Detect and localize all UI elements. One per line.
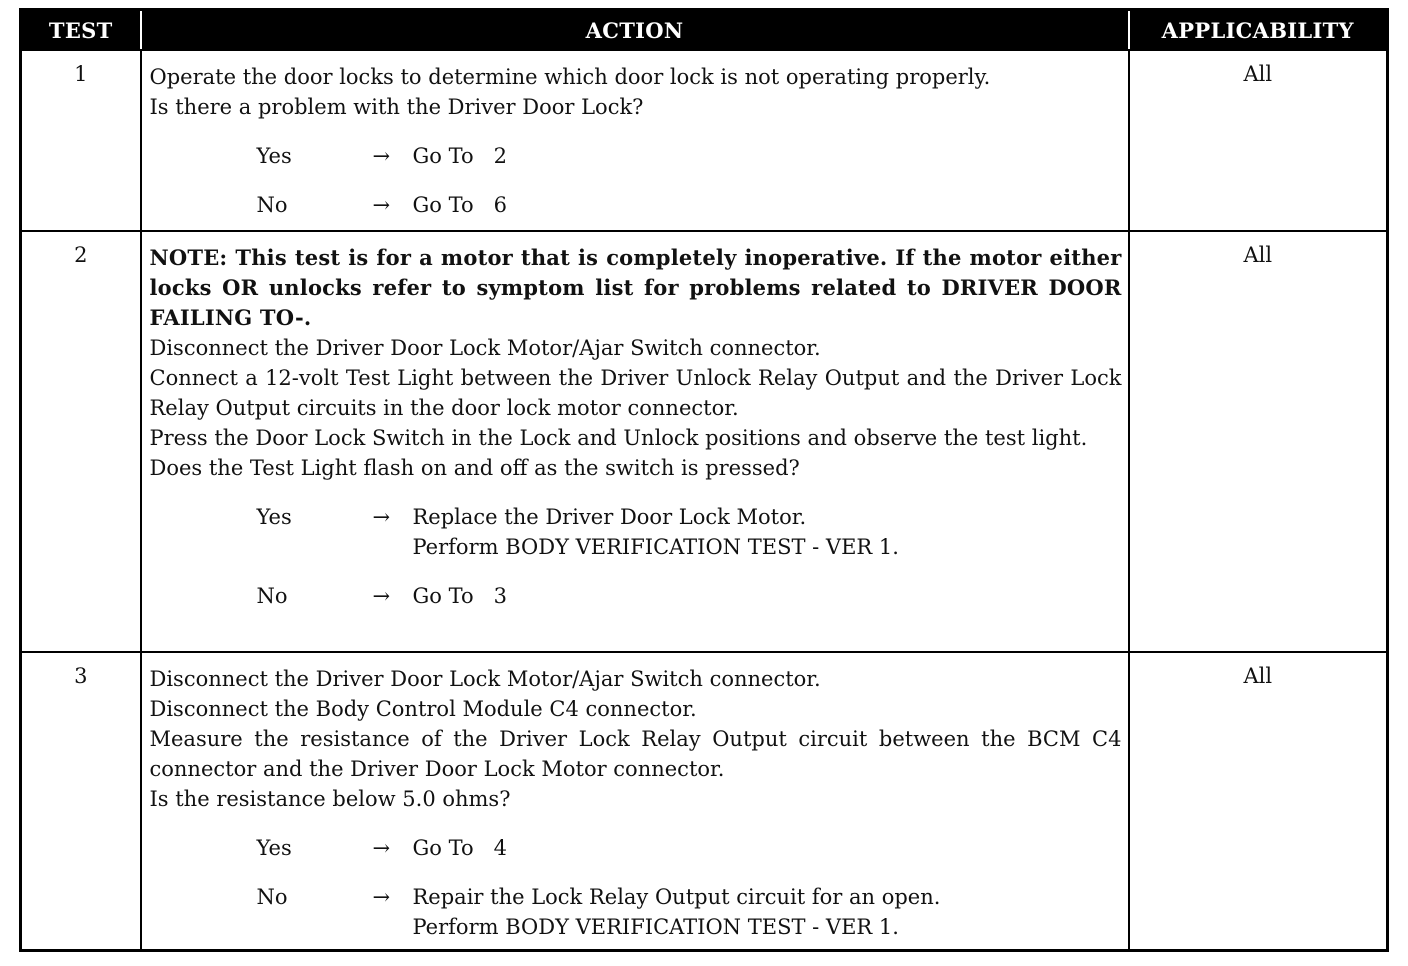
yes-response <box>257 141 1122 171</box>
yes-result: Replace the Driver Door Lock Motor. Perform BODY VERIFICATION TEST - VER 1. <box>412 505 899 559</box>
action-step: Operate the door locks to determine which door lock is not operating properly. <box>149 65 991 89</box>
applicability-value: All <box>1129 50 1388 231</box>
no-response <box>257 581 1122 611</box>
arrow-icon: → <box>372 505 391 529</box>
yes-result: Go To 4 <box>412 836 507 860</box>
action-cell <box>141 652 1129 951</box>
action-step: Disconnect the Driver Door Lock Motor/Ajar Switch connector. <box>149 336 821 360</box>
table-row <box>21 231 1388 652</box>
yes-response <box>257 502 1122 562</box>
action-cell <box>141 231 1129 652</box>
action-step: Connect a 12-volt Test Light between the Driver Unlock Relay Output and the Driver Lock Relay Output circuits in the door lock motor connector. <box>149 366 1122 420</box>
yes-response <box>257 833 1122 863</box>
action-step: Disconnect the Driver Door Lock Motor/Ajar Switch connector. <box>149 667 821 691</box>
test-number: 3 <box>21 652 141 951</box>
action-step: Disconnect the Body Control Module C4 connector. <box>149 697 697 721</box>
no-result: Go To 6 <box>412 193 507 217</box>
arrow-icon: → <box>372 584 391 608</box>
table-row <box>21 652 1388 951</box>
no-result: Go To 3 <box>412 584 507 608</box>
diagnostic-test-table <box>19 8 1389 952</box>
action-question: Is there a problem with the Driver Door Lock? <box>149 95 644 119</box>
arrow-icon: → <box>372 836 391 860</box>
no-response <box>257 190 1122 220</box>
yes-result: Go To 2 <box>412 144 507 168</box>
action-cell <box>141 50 1129 231</box>
action-step: Measure the resistance of the Driver Lock Relay Output circuit between the BCM C4 connector and the Driver Door Lock Motor connector. <box>149 727 1122 781</box>
header-action: ACTION <box>141 10 1129 51</box>
test-number: 1 <box>21 50 141 231</box>
table-header-row <box>21 10 1388 51</box>
applicability-value: All <box>1129 652 1388 951</box>
action-question: Does the Test Light flash on and off as the switch is pressed? <box>149 456 800 480</box>
no-label: No <box>256 885 288 909</box>
action-question: Is the resistance below 5.0 ohms? <box>149 787 511 811</box>
no-response <box>257 882 1122 942</box>
yes-label: Yes <box>256 144 292 168</box>
applicability-value: All <box>1129 231 1388 652</box>
action-step: Press the Door Lock Switch in the Lock and Unlock positions and observe the test light. <box>149 426 1088 450</box>
arrow-icon: → <box>372 885 391 909</box>
arrow-icon: → <box>372 144 391 168</box>
no-result: Repair the Lock Relay Output circuit for an open. Perform BODY VERIFICATION TEST - VER 1. <box>412 885 941 939</box>
header-test: TEST <box>21 10 141 51</box>
arrow-icon: → <box>372 193 391 217</box>
no-label: No <box>256 584 288 608</box>
table-row <box>21 50 1388 231</box>
test-number: 2 <box>21 231 141 652</box>
no-label: No <box>256 193 288 217</box>
note-text: NOTE: This test is for a motor that is completely inoperative. If the motor either locks OR unlocks refer to symptom list for problems related to DRIVER DOOR FAILING TO-. <box>149 245 1122 330</box>
yes-label: Yes <box>256 505 292 529</box>
yes-label: Yes <box>256 836 292 860</box>
header-applicability: APPLICABILITY <box>1129 10 1388 51</box>
